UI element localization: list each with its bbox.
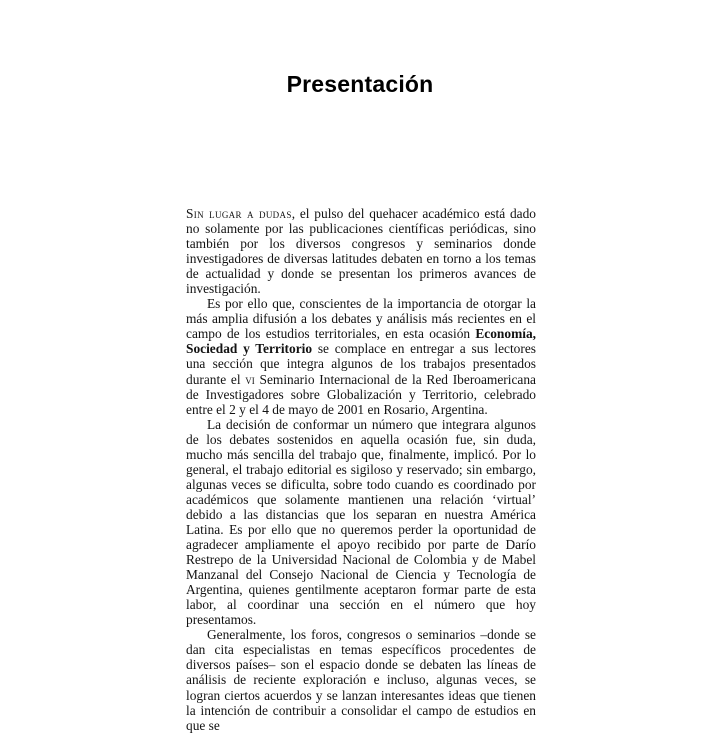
paragraph — [186, 206, 536, 296]
text-run: se complace en entregar a sus lectores una sección que integra algunos de los trabajos presentados durante el — [186, 341, 536, 387]
text-run: Es por ello que, conscientes de la importancia de otorgar la más amplia difusión a los debates y análisis más recientes en el campo de los estudios territoriales, en esta ocasión — [186, 296, 536, 342]
text-run: , el pulso del quehacer académico está dado no solamente por las publicaciones científicas periódicas, sino también por los diversos congresos y seminarios donde investigadores de diversas latitudes debaten en torno a los temas de actualidad y donde se presentan los primeros avances de investigación. — [186, 206, 536, 297]
page-title: Presentación — [286, 71, 434, 98]
text-run: La decisión de conformar un número que integrara algunos de los debates sostenidos en aquella ocasión fue, sin duda, mucho más sencilla del trabajo que, finalmente, implicó. Por lo general, el trabajo editorial es sigiloso y reservado; sin embargo, algunas veces se dificulta, sobre todo cuando es coordinado por académicos que solamente mantienen una relación ‘virtual’ debido a las distancias que los separan en nuestra América Latina. Es por ello que no queremos perder la oportunidad de agradecer ampliamente el apoyo recibido por parte de Darío Restrepo de la Universidad Nacional de Colombia y de Mabel Manzanal del Consejo Nacional de Ciencia y Tecnología de Argentina, quienes gentilmente aceptaron formar parte de esta labor, al coordinar una sección en el número que hoy presentamos. — [186, 416, 536, 628]
paragraph — [186, 296, 536, 416]
roman-numeral: vi — [245, 371, 255, 387]
text-run: Seminario Internacional de la Red Iberoamericana de Investigadores sobre Globalización y Territorio, celebrado entre el 2 y el 4 de mayo de 2001 en Rosario, Argentina. — [186, 371, 536, 417]
journal-name: Economía, Sociedad y Territorio — [186, 326, 536, 357]
text-run: Generalmente, los foros, congresos o seminarios –donde se dan cita especialistas en temas específicos procedentes de diversos países– son el espacio donde se debaten las líneas de análisis de reciente exploración e incluso, algunas veces, se logran ciertos acuerdos y se lanzan interesantes ideas que tienen la intención de contribuir a consolidar el campo de estudios en que se — [186, 627, 536, 733]
paragraph — [186, 417, 536, 628]
paragraph — [186, 627, 536, 732]
body-text-block — [186, 206, 536, 733]
small-caps-opening: Sin lugar a dudas — [186, 206, 292, 221]
